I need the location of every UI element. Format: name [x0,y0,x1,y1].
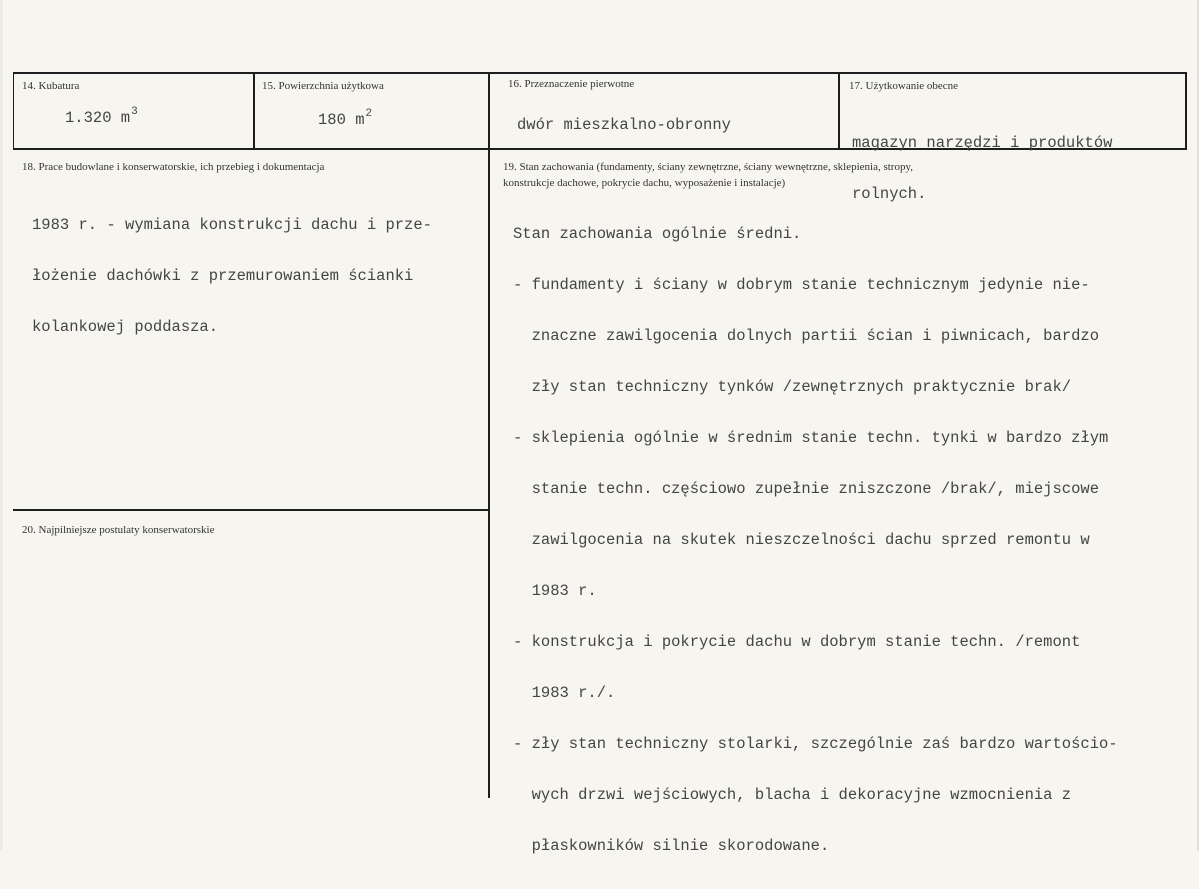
field-15-unit-exponent: 2 [365,108,373,120]
paper-edge-left [0,0,3,851]
field-19-line: płaskowników silnie skorodowane. [513,837,830,855]
field-14-value-text: 1.320 m [65,109,131,127]
field-18-line: kolankowej poddasza. [32,318,219,336]
field-19-line: 1983 r. [513,582,597,600]
divider-14-15 [253,72,255,150]
top-rule [13,72,1187,74]
field-16-label: 16. Przeznaczenie pierwotne [508,78,635,90]
field-19-line: wych drzwi wejściowych, blacha i dekoracyjne wzmocnienia z [513,786,1072,804]
field-19-label: 19. Stan zachowania (fundamenty, ściany zewnętrzne, ściany wewnętrzne, sklepienia, stropy, [503,161,914,173]
section-18-20-rule [13,509,489,511]
field-14-value [65,106,138,129]
field-17-line: rolnych. [852,185,927,203]
field-18-text [32,183,432,370]
field-17-line: magazyn narzędzi i produktów [852,134,1113,152]
field-19-line: stanie techn. częściowo zupełnie zniszczone /brak/, miejscowe [513,480,1099,498]
field-15-label: 15. Powierzchnia użytkowa [262,80,384,92]
field-18-label: 18. Prace budowlane i konserwatorskie, ich przebieg i dokumentacja [22,161,325,173]
main-vertical-divider [488,148,490,798]
field-19-line: znaczne zawilgocenia dolnych partii ścian i piwnicach, bardzo [513,327,1099,345]
left-border [13,72,14,150]
field-19-label-continuation: konstrukcje dachowe, pokrycie dachu, wyposażenie i instalacje) [503,177,786,189]
field-18-line: 1983 r. - wymiana konstrukcji dachu i prze- [32,216,432,234]
field-16-value: dwór mieszkalno-obronny [517,116,731,134]
field-19-line: - sklepienia ogólnie w średnim stanie techn. tynki w bardzo złym [513,429,1109,447]
field-19-line: zawilgocenia na skutek nieszczelności dachu sprzed remontu w [513,531,1090,549]
divider-16-17 [838,72,840,150]
divider-15-16 [488,72,490,150]
field-19-line: zły stan techniczny tynków /zewnętrznych praktycznie brak/ [513,378,1072,396]
field-19-line: - fundamenty i ściany w dobrym stanie technicznym jedynie nie- [513,276,1090,294]
field-14-label: 14. Kubatura [22,80,80,92]
field-19-line: Stan zachowania ogólnie średni. [513,225,802,243]
field-19-line: - zły stan techniczny stolarki, szczególnie zaś bardzo wartościo- [513,735,1118,753]
field-15-value-text: 180 m [318,111,365,129]
field-19-text [513,192,1118,889]
field-14-unit-exponent: 3 [131,106,138,118]
field-17-label: 17. Użytkowanie obecne [849,80,959,92]
field-19-line: 1983 r./. [513,684,616,702]
right-border [1185,72,1187,150]
field-19-line: - konstrukcja i pokrycie dachu w dobrym stanie techn. /remont [513,633,1081,651]
field-18-line: łożenie dachówki z przemurowaniem ścianki [32,267,414,285]
field-20-label: 20. Najpilniejsze postulaty konserwatorskie [22,524,215,536]
field-15-value [318,108,373,131]
